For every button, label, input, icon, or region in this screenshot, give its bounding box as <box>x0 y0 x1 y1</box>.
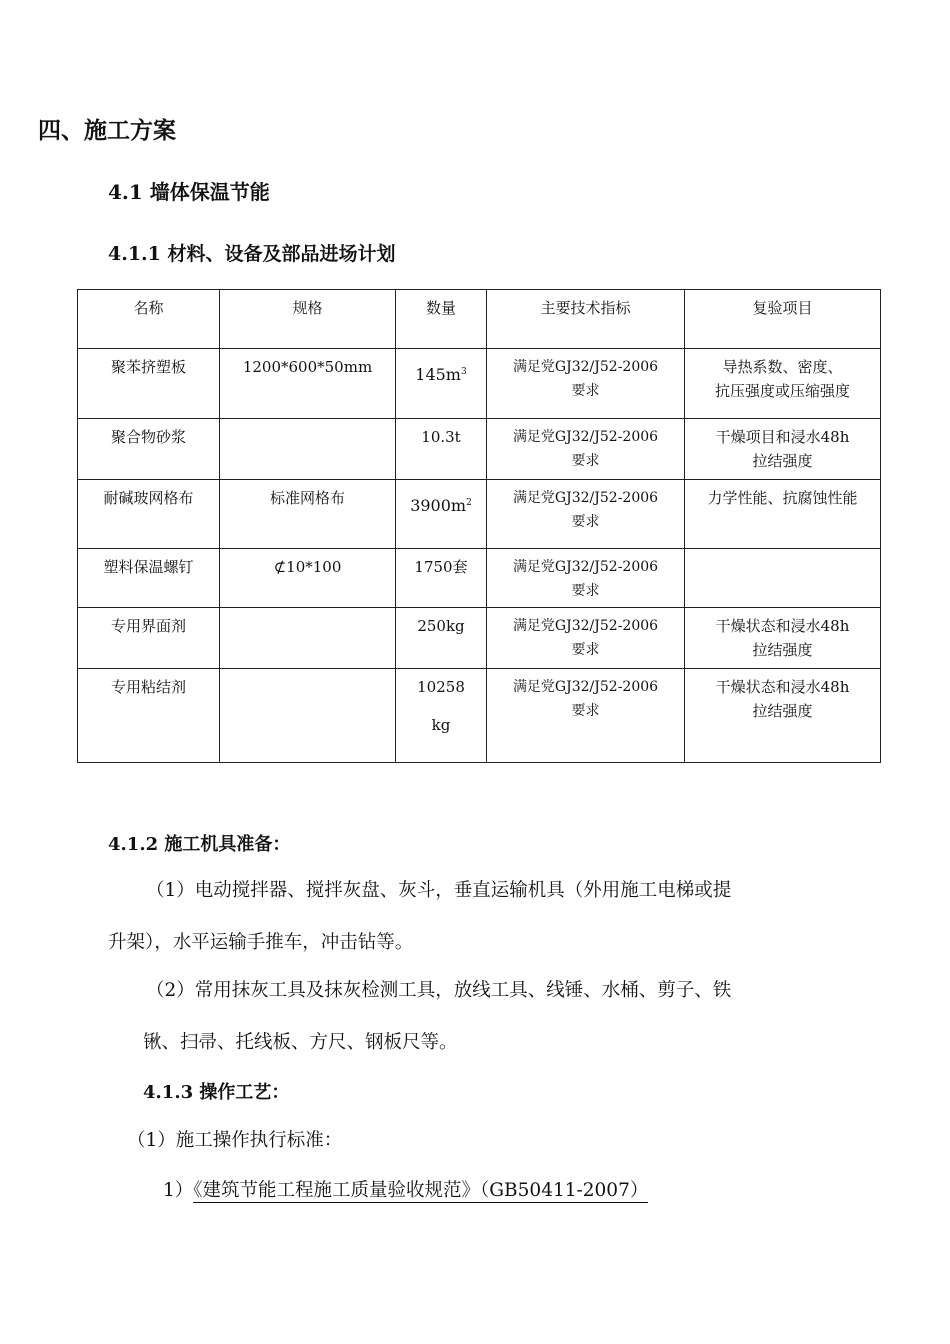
cell-retest: 干燥状态和浸水48h 拉结强度 <box>685 669 881 763</box>
cell-retest <box>685 549 881 608</box>
cell-standard: 满足党GJ32/J52-2006 要求 <box>487 549 685 608</box>
cell-qty: 10.3t <box>396 419 487 480</box>
cell-spec <box>220 669 396 763</box>
cell-standard: 满足党GJ32/J52-2006 要求 <box>487 480 685 549</box>
table-row <box>78 419 881 480</box>
cell-name: 专用界面剂 <box>78 608 220 669</box>
cell-spec <box>220 419 396 480</box>
table-header-row <box>78 290 881 349</box>
paragraph-tools-2-line2: 锹、扫帚、托线板、方尺、钢板尺等。 <box>143 1032 458 1053</box>
cell-qty: 1750套 <box>396 549 487 608</box>
cell-name: 专用粘结剂 <box>78 669 220 763</box>
cell-retest: 力学性能、抗腐蚀性能 <box>685 480 881 549</box>
cell-spec <box>220 608 396 669</box>
cell-name: 塑料保温螺钉 <box>78 549 220 608</box>
cell-qty: $3900m^2$ <box>396 480 487 549</box>
subsection-heading-4-1-3: 4.1.3 操作工艺： <box>143 1082 290 1103</box>
table-row <box>78 669 881 763</box>
cell-retest: 导热系数、密度、 抗压强度或压缩强度 <box>685 349 881 419</box>
cell-spec: 1200*600*50mm <box>220 349 396 419</box>
materials-table <box>77 289 881 763</box>
header-retest: 复验项目 <box>685 290 881 349</box>
header-standard: 主要技术指标 <box>487 290 685 349</box>
standard-reference: 《建筑节能工程施工质量验收规范》（GB50411-2007） <box>193 1180 649 1201</box>
cell-name: 聚合物砂浆 <box>78 419 220 480</box>
table-row <box>78 608 881 669</box>
paragraph-standard-item <box>163 1176 648 1202</box>
cell-qty: $145m^3$ <box>396 349 487 419</box>
cell-qty: 10258 kg <box>396 669 487 763</box>
header-qty: 数量 <box>396 290 487 349</box>
table-row <box>78 549 881 608</box>
header-name: 名称 <box>78 290 220 349</box>
cell-name: 耐碱玻网格布 <box>78 480 220 549</box>
cell-standard: 满足党GJ32/J52-2006 要求 <box>487 349 685 419</box>
cell-retest: 干燥状态和浸水48h 拉结强度 <box>685 608 881 669</box>
cell-retest: 干燥项目和浸水48h 拉结强度 <box>685 419 881 480</box>
header-spec: 规格 <box>220 290 396 349</box>
cell-name: 聚苯挤塑板 <box>78 349 220 419</box>
cell-spec: 标准网格布 <box>220 480 396 549</box>
subsection-heading-4-1-1: 4.1.1 材料、设备及部品进场计划 <box>108 243 396 265</box>
paragraph-tools-1-line2: 升架），水平运输手推车，冲击钻等。 <box>108 932 414 953</box>
subsection-heading-4-1: 4.1 墙体保温节能 <box>108 180 270 204</box>
paragraph-tools-1-line1: （1）电动搅拌器、搅拌灰盘、灰斗，垂直运输机具（外用施工电梯或提 <box>146 880 732 901</box>
paragraph-standard-heading: （1）施工操作执行标准： <box>127 1130 343 1151</box>
paragraph-tools-2-line1: （2）常用抹灰工具及抹灰检测工具，放线工具、线锤、水桶、剪子、铁 <box>146 980 732 1001</box>
list-number: 1） <box>163 1180 194 1201</box>
cell-standard: 满足党GJ32/J52-2006 要求 <box>487 608 685 669</box>
cell-spec: ⊄10*100 <box>220 549 396 608</box>
cell-qty: 250kg <box>396 608 487 669</box>
section-heading: 四、施工方案 <box>38 117 176 144</box>
subsection-heading-4-1-2: 4.1.2 施工机具准备： <box>108 834 291 855</box>
cell-standard: 满足党GJ32/J52-2006 要求 <box>487 669 685 763</box>
table-row <box>78 480 881 549</box>
table-row <box>78 349 881 419</box>
cell-standard: 满足党GJ32/J52-2006 要求 <box>487 419 685 480</box>
